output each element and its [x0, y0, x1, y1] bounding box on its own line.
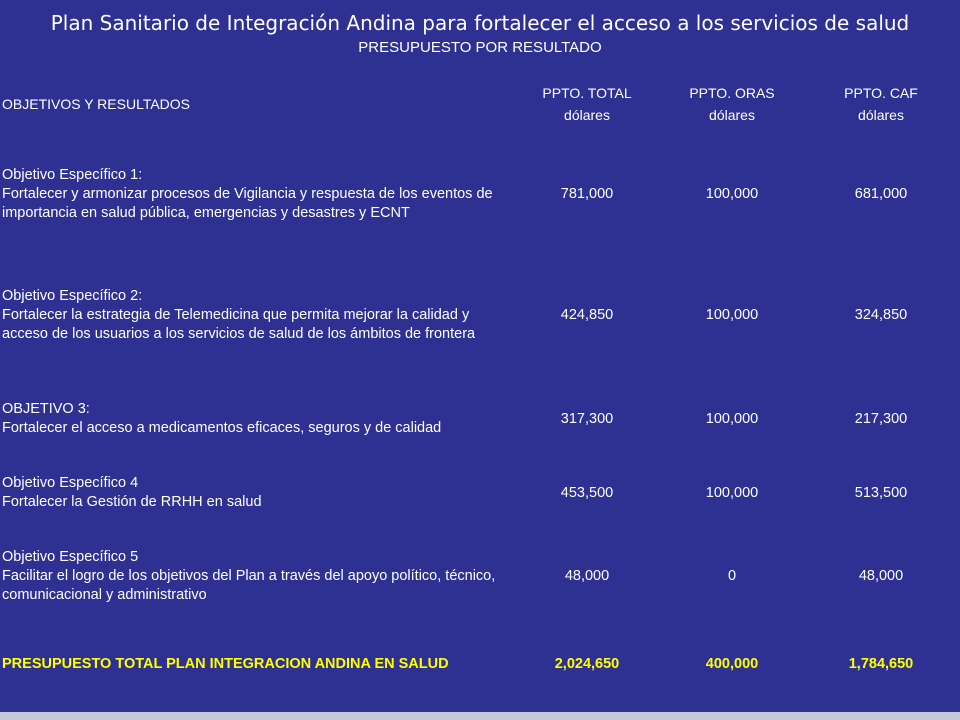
- budget-total: 453,500: [560, 484, 614, 501]
- objective-cell: [0, 377, 512, 461]
- header-caf-line2: dólares: [858, 107, 904, 123]
- page-title: Plan Sanitario de Integración Andina para fortalecer el acceso a los servicios de salud: [50, 11, 910, 35]
- objective-text: Fortalecer el acceso a medicamentos eficaces, seguros y de calidad: [2, 420, 442, 436]
- header-caf: [802, 73, 960, 135]
- bottom-bar: [0, 712, 960, 720]
- table-row: [0, 461, 960, 525]
- table-row: [0, 525, 960, 627]
- budget-table: [0, 73, 960, 701]
- header-oras-line2: dólares: [709, 107, 755, 123]
- objective-text: Facilitar el logro de los objetivos del Plan a través del apoyo político, técnico, comunicacional y administrativo: [2, 567, 496, 603]
- budget-caf: 48,000: [858, 567, 904, 584]
- budget-caf: 681,000: [854, 185, 908, 202]
- header-total: [512, 73, 662, 135]
- budget-total: 424,850: [560, 306, 614, 323]
- objective-text: Fortalecer la estrategia de Telemedicina que permita mejorar la calidad y acceso de los usuarios a los servicios de salud de los ámbitos de frontera: [2, 306, 476, 342]
- objective-cell: [0, 135, 512, 253]
- budget-oras: 100,000: [705, 484, 759, 501]
- table-row: [0, 377, 960, 461]
- budget-caf: 324,850: [854, 306, 908, 323]
- objective-heading: Objetivo Específico 5: [2, 548, 139, 565]
- objective-heading: Objetivo Específico 4: [2, 475, 139, 491]
- total-row: [0, 627, 960, 701]
- budget-oras: 100,000: [705, 410, 759, 427]
- objective-cell: [0, 525, 512, 627]
- budget-total: 781,000: [560, 185, 614, 202]
- objective-cell: [0, 253, 512, 377]
- objective-heading: Objetivo Específico 1:: [2, 166, 143, 183]
- budget-total: 48,000: [564, 567, 610, 584]
- objective-text: Fortalecer la Gestión de RRHH en salud: [2, 494, 262, 510]
- grand-total: 2,024,650: [554, 655, 620, 672]
- header-oras: [662, 73, 802, 135]
- header-total-line2: dólares: [564, 107, 610, 123]
- budget-caf: 513,500: [854, 484, 908, 501]
- budget-total: 317,300: [560, 410, 614, 427]
- table-row: [0, 135, 960, 253]
- budget-oras: 100,000: [705, 306, 759, 323]
- header-caf-line1: PPTO. CAF: [844, 85, 918, 101]
- budget-caf: 217,300: [854, 410, 908, 427]
- header-objectives: OBJETIVOS Y RESULTADOS: [2, 95, 191, 112]
- grand-total-caf: 1,784,650: [848, 655, 914, 672]
- budget-oras: 100,000: [705, 185, 759, 202]
- objective-heading: Objetivo Específico 2:: [2, 287, 143, 304]
- total-label: PRESUPUESTO TOTAL PLAN INTEGRACION ANDINA EN SALUD: [2, 655, 449, 672]
- header-total-line1: PPTO. TOTAL: [542, 85, 632, 101]
- objective-cell: [0, 461, 512, 525]
- grand-total-oras: 400,000: [705, 655, 759, 672]
- table-row: [0, 253, 960, 377]
- table-header-row: [0, 73, 960, 135]
- budget-oras: 0: [727, 567, 737, 584]
- page-subtitle: PRESUPUESTO POR RESULTADO: [358, 39, 602, 56]
- objective-text: Fortalecer y armonizar procesos de Vigilancia y respuesta de los eventos de importancia en salud pública, emergencias y desastres y ECNT: [2, 185, 493, 221]
- objective-heading: OBJETIVO 3:: [2, 401, 90, 417]
- header-oras-line1: PPTO. ORAS: [689, 85, 775, 101]
